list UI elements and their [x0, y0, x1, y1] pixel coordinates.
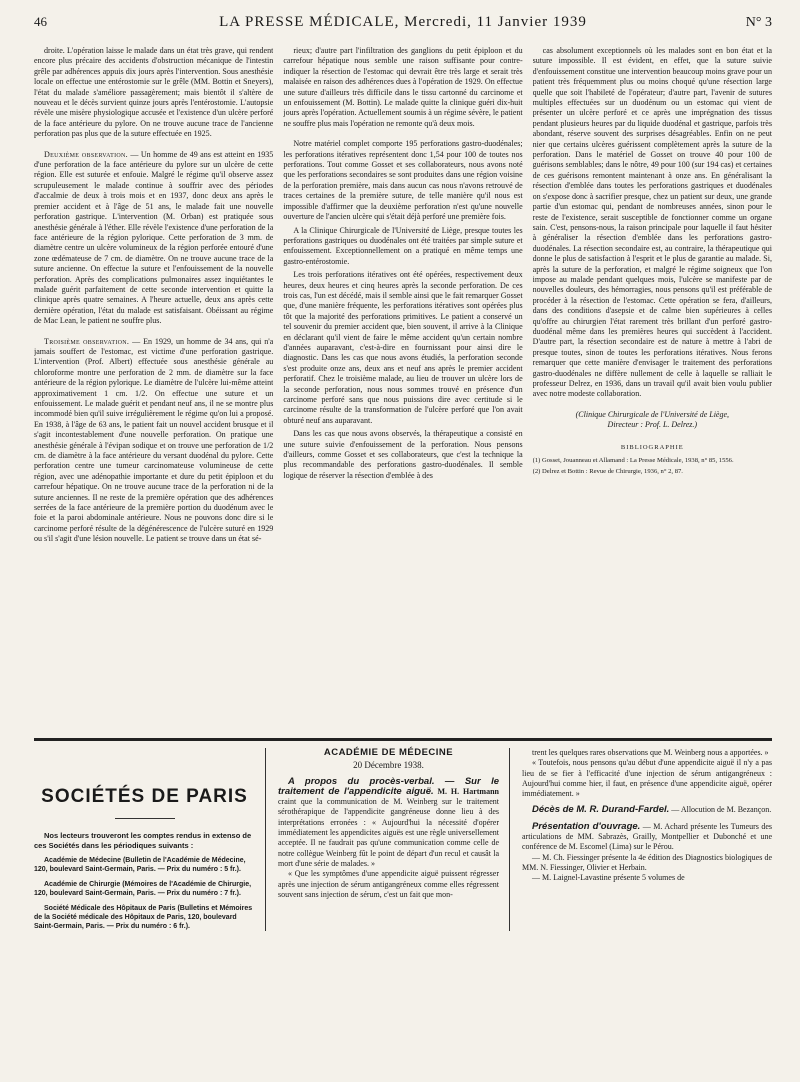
masthead [94, 14, 712, 31]
section-title: SOCIÉTÉS DE PARIS [41, 786, 248, 807]
observation-heading: Deuxième observation. [44, 149, 128, 159]
paragraph: Dans les cas que nous avons observés, la thérapeutique a consisté en une suture suivie d'enfouissement de la perforation. Nous pensons d'ailleurs, comme Gosset et ses collaborateurs, que c'est la technique la plus recommandable des perforations gastro-duodénales. Il semble logique de réserver la résection d'emblée à des [283, 429, 523, 480]
section-divider [34, 738, 772, 741]
paragraph: Décès de M. R. Durand-Fardel. — Allocution de M. Bezançon. [532, 804, 772, 816]
paragraph: droite. L'opération laisse le malade dans un état très grave, qui rendent encore plus précaire des accidents d'obstruction mécanique de l'intestin grêle par adhérences appuis dix jours après l'intervention. Sous anesthésie locale on effectue une entérostomie sur le grêle (MM. Bottin et Sneyers), l'état du malade s'améliore passagèrement; mais bientôt il s'altère de nouveau et le décès survient quinze jours après l'entérostomie. L'autopsie révèle une misère physiologique accusée et l'existence d'un ulcère perforé de la face antérieure du pylore. On ne trouve aucune trace de l'ancienne perforation pas plus que de la suture effectuée en 1925. [34, 46, 274, 139]
page-number: 46 [34, 14, 47, 29]
paragraph: Notre matériel complet comporte 195 perforations gastro-duodénales; les perforations itératives représentent donc 1,54 pour 100 de toutes nos perforations. Tout comme Gosset et ses collaborateurs, nous avons noté que les perforations secondaires se sont produites dans une région voisine de la perforation première, mais dans aucun cas nous n'avons retrouvé de traces certaines de la première suture, de telle manière qu'il nous est impossible d'affirmer que la deuxième perforation n'est qu'une nouvelle ouverture de l'ancien ulcère qui s'était déjà perforé une première fois. [283, 139, 523, 222]
society-entry: Académie de Médecine (Bulletin de l'Académie de Médecine, 120, boulevard Saint-Germain, Paris. — Prix du numéro : 5 fr.). [34, 857, 246, 873]
article-columns [34, 46, 772, 736]
bibliography [533, 457, 772, 476]
paragraph: A la Clinique Chirurgicale de l'Université de Liège, presque toutes les perforations gastriques ou duodénales ont été traitées par simple suture et enfouissement. Exceptionnellement on a pratiqué en même temps une gastro-entérostomie. [283, 225, 523, 266]
page-header [34, 14, 772, 38]
bibliography-title: BIBLIOGRAPHIE [620, 443, 684, 451]
paragraph: « Toutefois, nous pensons qu'au début d'une appendicite aiguë il n'y a pas lieu de se fier à l'efficacité d'une injection de sérum antigangréneux : Aujourd'hui comme hier, il faut, en présence d'une appendicite aiguë, opérer immédiatement. » [522, 758, 772, 799]
article-column-2 [283, 46, 522, 736]
issue-number: N° 3 [745, 15, 772, 30]
paragraph: Présentation d'ouvrage. — M. Achard présente les Tumeurs des articulations de MM. Sabrazès, Grailly, Montpellier et Dubonché et une conférence de M. Escomel (Lima) sur le Pérou. [522, 820, 772, 852]
topic-heading: Présentation d'ouvrage. [532, 820, 641, 832]
academie-column [278, 748, 510, 931]
paragraph: — M. Ch. Fiessinger présente la 4e édition des Diagnostics biologiques de MM. N. Fiessinger, Olivier et Herbain. [522, 852, 772, 872]
academie-column-continued [522, 748, 772, 931]
journal-title: LA PRESSE MÉDICALE, [219, 14, 400, 30]
reference: (2) Delrez et Bottin : Revue de Chirurgie, 1936, n° 2, 87. [532, 468, 683, 476]
societies-box [34, 748, 266, 931]
societies-intro: Nos lecteurs trouveront les comptes rendus in extenso de ces Sociétés dans les périodiques suivants : [34, 831, 252, 850]
paragraph: Les trois perforations itératives ont été opérées, respectivement deux heures, deux heures et cinq heures après la seconde perforation. De ces trois cas, l'un est décédé, mais il semble ainsi que le fait remarquer Gosset que, d'une manière fréquente, les perforations itératives sont opérées plus tôt que la majorité des perforations primitives. Le patient a conservé un tel souvenir du premier accident que, bien souvent, il arrive à la Clinique en déclarant qu'il vient de faire le même accident qu'un certain nombre d'années auparavant, c'est-à-dire en fournissant pour ainsi dire le diagnostic. Dans les cas que nous avons étudiés, la perforation seconde s'est produite onze ans, deux ans et neuf ans après le premier accident perforatif. Chez le troisième malade, au lieu de trouver un ulcère lors de la seconde perforation, nous nous sommes trouvé en présence d'un carcinome perforé sans que nous puissions dire avec certitude si le carcinome résulte de la transformation de l'ulcère perforé que l'on avait obturé neuf ans auparavant. [283, 270, 523, 425]
observation-heading: Troisième observation. [44, 336, 130, 346]
topic-heading: Décès de M. R. Durand-Fardel. [532, 804, 670, 816]
article-column-3 [533, 46, 772, 736]
paragraph: — M. Laignel-Lavastine présente 5 volumes de [532, 873, 685, 883]
society-title: ACADÉMIE DE MÉDECINE [323, 747, 454, 758]
observation-3: Troisième observation. — En 1929, un homme de 34 ans, qui n'a jamais souffert de l'estomac, est victime d'une perforation gastrique. L'intervention (Prof. Albert) effectuée sous anesthésie générale au chloroforme montre une perforation de 2 mm. de diamètre sur la face antérieure de la région pylorique. Le diamètre de l'ulcère lui-même atteint approximativement 1 cm. 1/2. On effectue une suture et un enfouissement. Le malade guérit et pendant neuf ans, il ne se montre plus incommodé bien qu'il suive irrégulièrement le régime qu'on lui a proposé. En 1938, à l'âge de 63 ans, le patient fait un nouvel accident brusque et il s'agit incontestablement d'une nouvelle perforation. On pratique une anesthésie générale à l'évipan sodique et on trouve une perforation de 1/2 cm. de diamètre à la face antérieure du versant duodénal du pylore. Cette perforation centre une tumeur carcinomateuse volumineuse de cette région, avec une adénopathie importante et dure du petit épiploon et du carrefour hépatique. On ne trouve aucune trace de la perforation ni de la suture anciennes. Il ne reste de la première opération que des adhérences serrées de la face antérieure de la première portion du duodénum avec le foie et la paroi abdominale antérieure. Nous ne pouvons donc dire si le carcinome perforé résulte de la dégénérescence de l'ulcère suturé en 1929 ou s'il s'agit d'une lésion nouvelle. Le patient se trouve dans un état sé- [34, 336, 274, 544]
author-signoff: (Clinique Chirurgicale de l'Université de Liège, Directeur : Prof. L. Delrez.) [575, 409, 730, 430]
topic-heading: A propos du procès-verbal. — Sur le traitement de l'appendicite aiguë. [278, 775, 499, 797]
paragraph: trent les quelques rares observations que M. Weinberg nous a apportées. » [532, 748, 769, 757]
paragraph: rieux; d'autre part l'infiltration des ganglions du petit épiploon et du carrefour hépatique nous semble une raison suffisante pour contre-indiquer la résection de l'estomac qui devrait être très large et serait très malaisée en raison des adhérences dues à l'opération de 1929. On effectue une suture d'ailleurs très difficile dans le tissu cartonné du carcinome et un enfouissement (M. Bottin). Le malade quitte la clinique guéri dix-huit jours après l'opération. Actuellement soumis à un régime sévère, le patient ne souffre plus mais l'opération ne remonte qu'à deux mois. [283, 46, 523, 128]
society-entry: Académie de Chirurgie (Mémoires de l'Académie de Chirurgie, 120, boulevard Saint-Germain, Paris. — Prix du numéro : 7 fr.). [34, 881, 252, 897]
paragraph: A propos du procès-verbal. — Sur le traitement de l'appendicite aiguë. M. H. Hartmann craint que la communication de M. Weinberg sur le traitement sérothérapique de l'appendicite gangréneuse donne lieu à des interprétations erronées : « Aujourd'hui la nécessité d'opérer immédiatement les appendicites aiguës est une règle universellement acceptée. Il ne faudrait pas qu'une communication comme celle de notre collègue Weinberg fût le point de départ d'un recul et causât la mort d'une série de malades. » [278, 775, 499, 868]
society-entry: Société Médicale des Hôpitaux de Paris (Bulletins et Mémoires de la Société médicale des Hôpitaux de Paris, 120, boulevard Saint-Germain, Paris. — Prix du numéro : 6 fr.). [34, 905, 253, 930]
reference: (1) Gosset, Jouanneau et Allamand : La Presse Médicale, 1938, n° 85, 1556. [532, 457, 734, 465]
paragraph: « Que les symptômes d'une appendicite aiguë puissent régresser après une injection de sérum antigangréneux comme elles régressent souvent sans injection de sérum, c'est un fait que mon- [278, 869, 499, 899]
observation-2: Deuxième observation. — Un homme de 49 ans est atteint en 1935 d'une perforation de la face antérieure du pylore sur un ulcère de cette région. Elle est suturée et enfouie. Malgré le régime qu'il observe assez scrupuleusement le malade continue à souffrir avec des périodes d'accalmie de deux à trois mois et en 1937, donc deux ans après le premier accident et à l'âge de 51 ans, le malade fait une nouvelle perforation gastrique. L'intervention (M. Orban) est pratiquée sous anesthésie générale à l'éther. Elle révèle l'existence d'une perforation de la face antérieure de la région pylorique. Cette perforation de 3 mm. de diamètre centre un ulcère volumineux de la région perforée entouré d'une zone œdémateuse de 7 cm. de diamètre. On ne trouve aucune trace de la suture ancienne. On effectue la suture et l'enfouissement de la nouvelle perforation. Après des complications pulmonaires assez inquiétantes le malade guérit parfaitement de cette seconde intervention et quitte la clinique après quatre semaines. A l'heure actuelle, deux ans après cette dernière opération, l'état du malade est satisfaisant. Obéissant au régime de Mac Lean, le patient ne souffre plus. [34, 149, 274, 326]
article-column-1 [34, 46, 273, 736]
societies-section [34, 748, 772, 931]
issue-date: Mercredi, 11 Janvier 1939 [404, 14, 587, 30]
paragraph: cas absolument exceptionnels où les malades sont en bon état et la suture impossible. Il est évident, en effet, que la suture suivie d'enfouissement constitue une intervention beaucoup moins grave pour un patient très fréquemment plus ou moins choqué qu'une résection large quelle que soit l'habileté de l'opérateur; d'autre part, l'avenir de sutures multiples effectuées sur un duodénum ou un estomac qui vient de présenter un ulcère perforé et ce après une imprégnation des tissus pendant plusieurs heures par du liquide duodénal et gastrique, parfois très abondant, réserve souvent des surprises désagréables. Enfin on ne peut nier que certains ulcères guérissent complètement après la suture de la perforation. Dans le matériel de Gosset on trouve 40 pour 100 de guérisons semblables; dans le nôtre, 49 pour 100 (sur 194 cas) et certaines de ces guérisons remontent maintenant à onze ans. En généralisant la résection d'emblée dans toutes les perforations gastriques et duodénales on s'expose donc à sacrifier presque, chez un patient sur deux, une grande partie d'un estomac qui, pendant de nombreuses années, sinon pour le reste de l'existence, serait susceptible de fonctionner comme un organe sain. C'est, pensons-nous, la raison principale pour laquelle il faut hésiter à généraliser la résection d'emblée dans les perforations gastro-duodénales. La résection secondaire est, au contraire, la thérapeutique qui donne le plus de satisfaction à l'esprit et le plus de garantie au malade. Si, après la suture de la perforation, et malgré le régime soigneux que l'on impose au malade pendant quelques mois, l'ulcère se manifeste par de nouvelles douleurs, des hémorragies, nous pensons qu'il est préférable de procéder à la résection de l'estomac. Cette opération se fera, d'ailleurs, dans des conditions d'asepsie et de calme bien supérieures à celles qu'offre au chirurgien l'état rarement très brillant d'un perforé gastro-duodénal même dans les premières heures qui succèdent à l'accident. D'autre part, la résection secondaire est de nature à mettre à l'abri de presque toutes, sinon de toutes les perforations itératives. Nous ferons remarquer que cette manière d'envisager le traitement des perforations gastro-duodénales ne diffère nullement de celle à laquelle se ralliait le professeur Delrez, en 1936, dans un travail qu'il avait bien voulu publier avec notre modeste collaboration. [532, 46, 772, 399]
session-date: 20 Décembre 1938. [353, 760, 424, 771]
